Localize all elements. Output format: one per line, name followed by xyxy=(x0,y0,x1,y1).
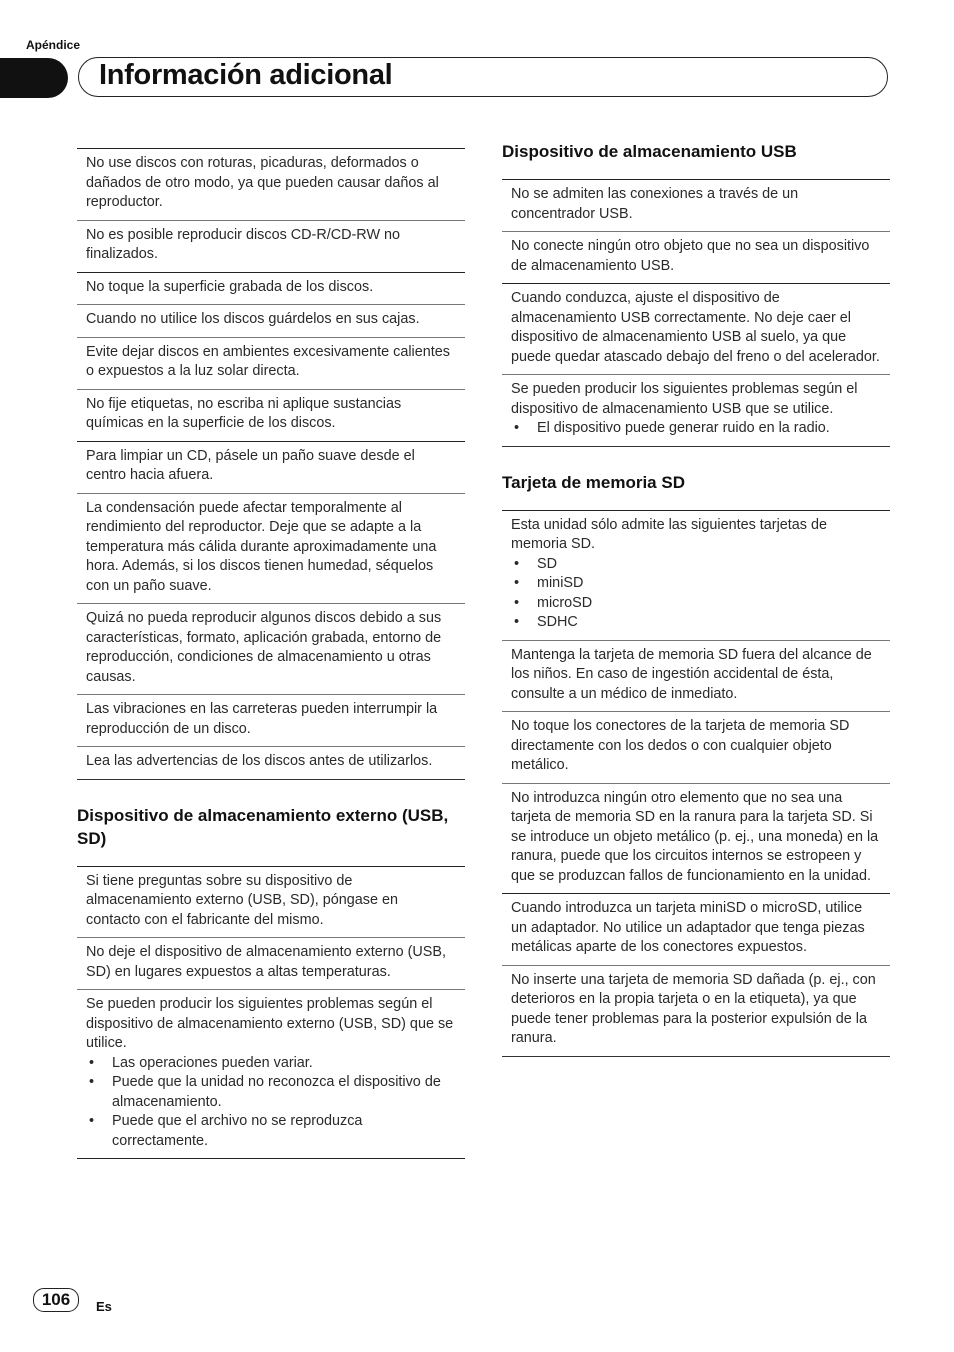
bullet-list xyxy=(511,419,880,439)
list-item: • SDHC xyxy=(511,613,880,633)
table-row xyxy=(502,374,890,446)
bullet-list xyxy=(86,1054,455,1152)
table-row: Para limpiar un CD, pásele un paño suave desde el centro hacia afuera. xyxy=(77,441,465,493)
table-row: Evite dejar discos en ambientes excesivamente calientes o expuestos a la luz solar directa. xyxy=(77,337,465,389)
list-item: • Puede que la unidad no reconozca el dispositivo de almacenamiento. xyxy=(86,1073,455,1112)
left-column xyxy=(77,148,465,1159)
language-code: Es xyxy=(96,1299,112,1314)
table-row xyxy=(77,989,465,1158)
bullet-list xyxy=(511,555,880,633)
sd-card-heading: Tarjeta de memoria SD xyxy=(502,472,685,492)
table-row xyxy=(502,510,890,640)
list-item: • El dispositivo puede generar ruido en la radio. xyxy=(511,419,880,439)
page-number: 106 xyxy=(33,1288,79,1312)
table-row: Quizá no pueda reproducir algunos discos debido a sus características, formato, aplicación grabada, entorno de reproducción, condiciones de almacenamiento u otras causas. xyxy=(77,603,465,694)
row-intro-text: Esta unidad sólo admite las siguientes tarjetas de memoria SD. xyxy=(511,516,827,552)
table-row: No deje el dispositivo de almacenamiento externo (USB, SD) en lugares expuestos a altas temperaturas. xyxy=(77,937,465,989)
table-row: Si tiene preguntas sobre su dispositivo de almacenamiento externo (USB, SD), póngase en contacto con el fabricante del mismo. xyxy=(77,866,465,938)
table-row: No toque la superficie grabada de los discos. xyxy=(77,272,465,305)
row-intro-text: Se pueden producir los siguientes problemas según el dispositivo de almacenamiento USB que se utilice. xyxy=(511,381,858,417)
external-storage-table xyxy=(77,866,465,1160)
table-row: No use discos con roturas, picaduras, deformados o dañados de otro modo, ya que pueden causar daños al reproductor. xyxy=(77,148,465,220)
list-item: • miniSD xyxy=(511,574,880,594)
section-label: Apéndice xyxy=(26,38,81,52)
table-row: Cuando no utilice los discos guárdelos en sus cajas. xyxy=(77,304,465,337)
table-row: No toque los conectores de la tarjeta de memoria SD directamente con los dedos o con cualquier objeto metálico. xyxy=(502,711,890,783)
table-row: No conecte ningún otro objeto que no sea un dispositivo de almacenamiento USB. xyxy=(502,231,890,283)
table-row: Lea las advertencias de los discos antes de utilizarlos. xyxy=(77,746,465,779)
title-banner xyxy=(78,57,888,97)
list-item: • Puede que el archivo no se reproduzca correctamente. xyxy=(86,1112,455,1151)
disc-precautions-table xyxy=(77,148,465,780)
sd-card-table xyxy=(502,510,890,1057)
table-row: No inserte una tarjeta de memoria SD dañada (p. ej., con deterioros en la propia tarjeta o en la etiqueta), ya que puede tener problemas para la posterior expulsión de la ranura. xyxy=(502,965,890,1056)
chapter-tab xyxy=(0,58,68,98)
list-item: • microSD xyxy=(511,594,880,614)
usb-table xyxy=(502,179,890,447)
table-row: No se admiten las conexiones a través de un concentrador USB. xyxy=(502,179,890,231)
table-row: Mantenga la tarjeta de memoria SD fuera del alcance de los niños. En caso de ingestión accidental de ésta, consulte a un médico de inmediato. xyxy=(502,640,890,712)
external-storage-heading: Dispositivo de almacenamiento externo (USB, SD) xyxy=(77,805,449,848)
table-row: Cuando introduzca un tarjeta miniSD o microSD, utilice un adaptador. No utilice un adaptador que tenga piezas metálicas aparte de los conectores expuestos. xyxy=(502,893,890,965)
list-item: • SD xyxy=(511,555,880,575)
list-item: • Las operaciones pueden variar. xyxy=(86,1054,455,1074)
table-row: Las vibraciones en las carreteras pueden interrumpir la reproducción de un disco. xyxy=(77,694,465,746)
page-title: Información adicional xyxy=(99,59,393,91)
table-row: Cuando conduzca, ajuste el dispositivo de almacenamiento USB correctamente. No deje caer el dispositivo de almacenamiento USB al suelo, ya que puede quedar atascado debajo del freno o del acelerador. xyxy=(502,283,890,374)
table-row: No introduzca ningún otro elemento que no sea una tarjeta de memoria SD en la ranura para la tarjeta SD. Si se introduce un objeto metálico (p. ej., una moneda) en la ranura, puede que los circuitos internos se estropeen y que se produzcan fallos de funcionamiento en la unidad. xyxy=(502,783,890,894)
table-row: La condensación puede afectar temporalmente al rendimiento del reproductor. Deje que se adapte a la temperatura más cálida durante aproximadamente una hora. Además, si los discos tienen humedad, séquelos con un paño suave. xyxy=(77,493,465,604)
row-intro-text: Se pueden producir los siguientes problemas según el dispositivo de almacenamiento externo (USB, SD) que se utilice. xyxy=(86,996,454,1051)
table-row: No es posible reproducir discos CD-R/CD-RW no finalizados. xyxy=(77,220,465,272)
right-column xyxy=(502,140,890,1057)
table-row: No fije etiquetas, no escriba ni aplique sustancias químicas en la superficie de los discos. xyxy=(77,389,465,441)
usb-heading: Dispositivo de almacenamiento USB xyxy=(502,142,797,161)
